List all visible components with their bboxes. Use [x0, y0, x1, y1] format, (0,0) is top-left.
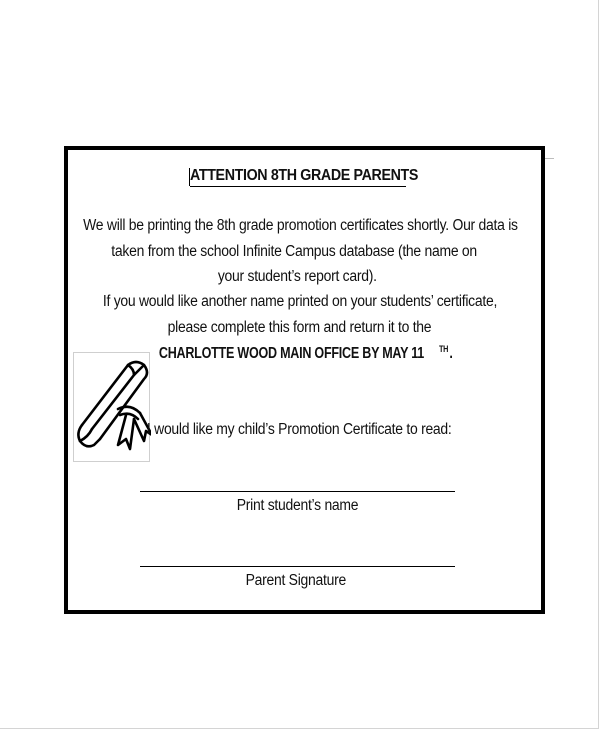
office-deadline-text: CHARLOTTE WOOD MAIN OFFICE BY MAY 11	[158, 345, 424, 363]
office-deadline-suffix: TH	[438, 344, 449, 354]
body-line-3: your student’s report card).	[217, 268, 377, 285]
body-line-1: We will be printing the 8th grade promotion certificates shortly. Our data is	[82, 217, 518, 234]
parent-signature-label: Parent Signature	[245, 572, 347, 589]
body-line-4: If you would like another name printed on your students’ certificate,	[102, 293, 498, 310]
request-line: I would like my child’s Promotion Certificate to read:	[146, 421, 452, 438]
notice-title: ATTENTION 8TH GRADE PARENTS	[190, 167, 419, 184]
body-line-5: please complete this form and return it to the	[167, 319, 431, 336]
title-underline	[190, 186, 406, 187]
page-corner-mark	[544, 158, 554, 159]
body-line-2: taken from the school Infinite Campus database (the name on	[111, 243, 477, 260]
office-deadline-period: .	[448, 345, 453, 363]
student-name-label: Print student’s name	[237, 497, 359, 514]
student-name-line[interactable]	[140, 491, 455, 492]
parent-signature-line[interactable]	[140, 566, 455, 567]
diploma-scroll-icon	[73, 352, 150, 462]
